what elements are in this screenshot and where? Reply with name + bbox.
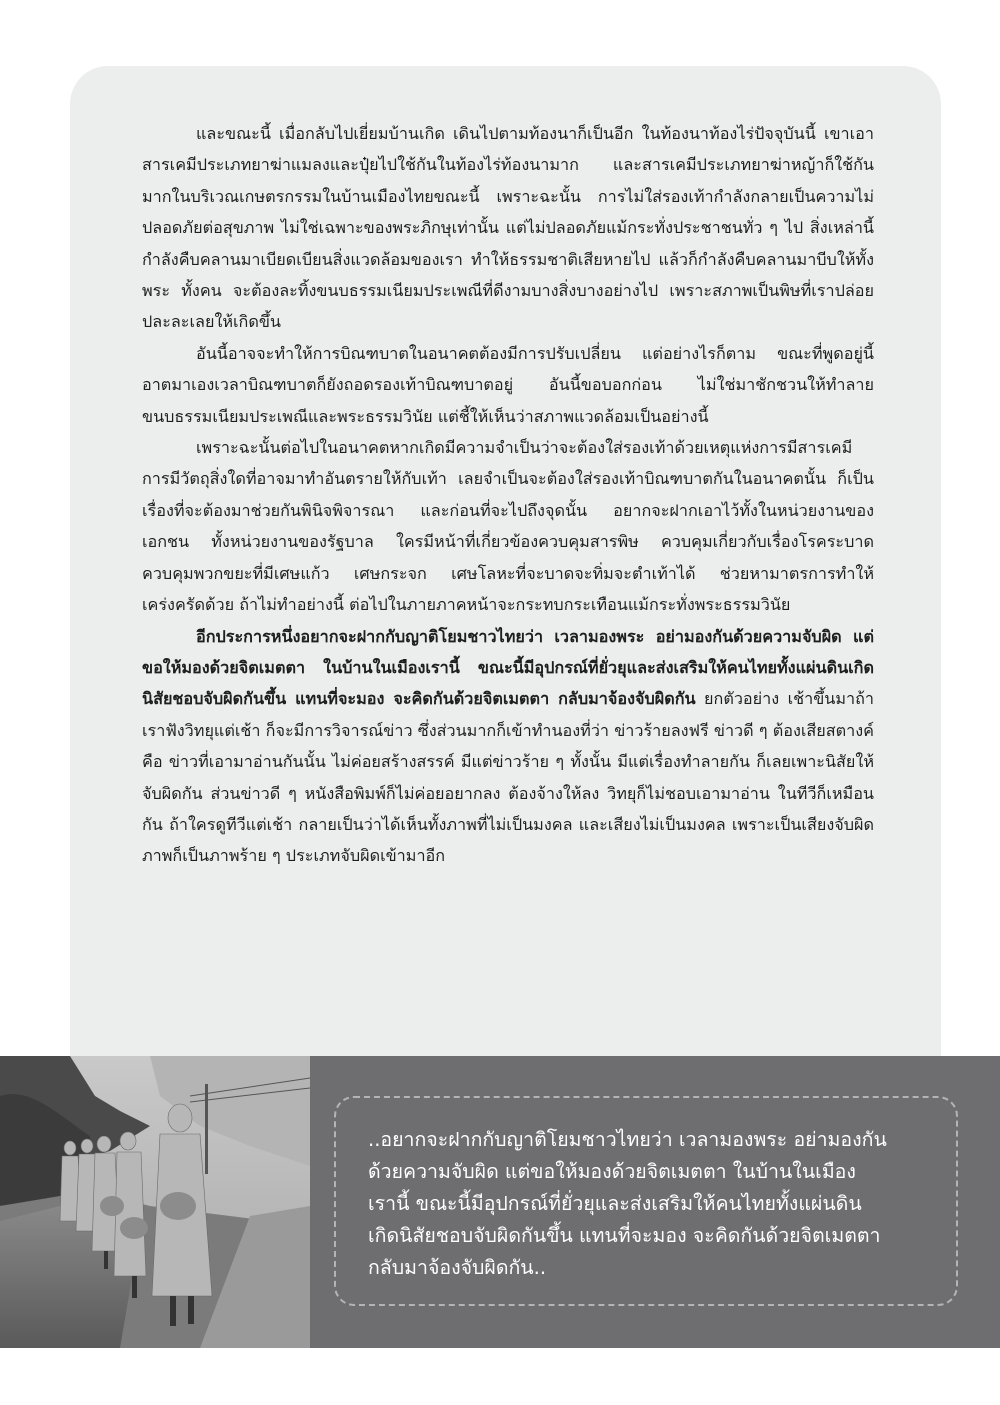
- monks-alms-photo-graphic: [0, 1056, 310, 1348]
- paragraph-4-bold: อีกประการหนึ่งอยากจะฝากกับญาติโยมชาวไทยว่า เวลามองพระ อย่ามองกันด้วยความจับผิด แต่ขอให้มองด้วยจิตเมตตา ในบ้านในเมืองเรานี้ ขณะนี้มีอุปกรณ์ที่ยั่วยุและส่งเสริมให้คนไทยทั้งแผ่นดินเกิดนิสัยชอบจับผิดกันขึ้น แทนที่จะมอง จะคิดกันด้วยจิตเมตตา กลับมาจ้องจับผิดกัน: [142, 626, 874, 709]
- pull-quote-text: [368, 1124, 934, 1284]
- pull-quote-line: กลับมาจ้องจับผิดกัน..: [368, 1256, 547, 1279]
- paragraph-3: เพราะฉะนั้นต่อไปในอนาคตหากเกิดมีความจำเป็นว่าจะต้องใส่รองเท้าด้วยเหตุแห่งการมีสารเคมี การมีวัตถุสิ่งใดที่อาจมาทำอันตรายให้กับเท้า เลยจำเป็นจะต้องใส่รองเท้าบิณฑบาตกันในอนาคตนั้น ก็เป็นเรื่องที่จะต้องมาช่วยกันพินิจพิจารณา และก่อนที่จะไปถึงจุดนั้น อยากจะฝากเอาไว้ทั้งในหน่วยงานของเอกชน ทั้งหน่วยงานของรัฐบาล ใครมีหน้าที่เกี่ยวข้องควบคุมสารพิษ ควบคุมเกี่ยวกับเรื่องโรคระบาด ควบคุมพวกขยะที่มีเศษแก้ว เศษกระจก เศษโลหะที่จะบาดจะทิ่มจะตำเท้าได้ ช่วยหามาตรการทำให้เคร่งครัดด้วย ถ้าไม่ทำอย่างนี้ ต่อไปในภายภาคหน้าจะกระทบกระเทือนแม้กระทั่งพระธรรมวินัย: [142, 438, 874, 615]
- paragraph-4: [142, 621, 874, 872]
- paragraph-2: อันนี้อาจจะทำให้การบิณฑบาตในอนาคตต้องมีการปรับเปลี่ยน แต่อย่างไรก็ตาม ขณะที่พูดอยู่นี้ อาตมาเองเวลาบิณฑบาตก็ยังถอดรองเท้าบิณฑบาตอยู่ อันนี้ขอบอกก่อน ไม่ใช่มาชักชวนให้ทำลายขนบธรรมเนียมประเพณีและพระธรรมวินัย แต่ชี้ให้เห็นว่าสภาพแวดล้อมเป็นอย่างนี้: [142, 343, 874, 426]
- pull-quote-line: ..อยากจะฝากกับญาติโยมชาวไทยว่า เวลามองพระ อย่ามองกัน: [368, 1128, 887, 1151]
- pull-quote-frame: [334, 1096, 958, 1306]
- pull-quote-line: เรานี้ ขณะนี้มีอุปกรณ์ที่ยั่วยุและส่งเสริมให้คนไทยทั้งแผ่นดิน: [368, 1192, 862, 1215]
- article-body: [142, 118, 874, 872]
- pull-quote-panel: [310, 1056, 1000, 1348]
- monks-alms-photo: [0, 1056, 310, 1348]
- paragraph-1: และขณะนี้ เมื่อกลับไปเยี่ยมบ้านเกิด เดินไปตามท้องนาก็เป็นอีก ในท้องนาท้องไร่ปัจจุบันนี้ เขาเอาสารเคมีประเภทยาฆ่าแมลงและปุ๋ยไปใช้กันในท้องไร่ท้องนามาก และสารเคมีประเภทยาฆ่าหญ้าก็ใช้กันมากในบริเวณเกษตรกรรมในบ้านเมืองไทยขณะนี้ เพราะฉะนั้น การไม่ใส่รองเท้ากำลังกลายเป็นความไม่ปลอดภัยต่อสุขภาพ ไม่ใช่เฉพาะของพระภิกษุเท่านั้น แต่ไม่ปลอดภัยแม้กระทั่งประชาชนทั่ว ๆ ไป สิ่งเหล่านี้กำลังคืบคลานมาเบียดเบียนสิ่งแวดล้อมของเรา ทำให้ธรรมชาติเสียหายไป แล้วก็กำลังคืบคลานมาบีบให้ทั้งพระ ทั้งคน จะต้องละทิ้งขนบธรรมเนียมประเพณีที่ดีงามบางสิ่งบางอย่างไป เพราะสภาพเป็นพิษที่เราปล่อยปละละเลยให้เกิดขึ้น: [142, 124, 874, 332]
- pull-quote-line: ด้วยความจับผิด แต่ขอให้มองด้วยจิตเมตตา ในบ้านในเมือง: [368, 1160, 856, 1183]
- pull-quote-line: เกิดนิสัยชอบจับผิดกันขึ้น แทนที่จะมอง จะคิดกันด้วยจิตเมตตา: [368, 1224, 881, 1247]
- paragraph-4-rest: ยกตัวอย่าง เช้าขึ้นมาถ้าเราฟังวิทยุแต่เช้า ก็จะมีการวิจารณ์ข่าว ซึ่งส่วนมากก็เข้าทำนองที่ว่า ข่าวร้ายลงฟรี ข่าวดี ๆ ต้องเสียสตางค์ คือ ข่าวที่เอามาอ่านกันนั้น ไม่ค่อยสร้างสรรค์ มีแต่ข่าวร้าย ๆ ทั้งนั้น มีแต่เรื่องทำลายกัน ก็เลยเพาะนิสัยให้จับผิดกัน ส่วนข่าวดี ๆ หนังสือพิมพ์ก็ไม่ค่อยอยากลง ต้องจ้างให้ลง วิทยุก็ไม่ชอบเอามาอ่าน ในทีวีก็เหมือนกัน ถ้าใครดูทีวีแต่เช้า กลายเป็นว่าได้เห็นทั้งภาพที่ไม่เป็นมงคล และเสียงไม่เป็นมงคล เพราะเป็นเสียงจับผิด ภาพก็เป็นภาพร้าย ๆ ประเภทจับผิดเข้ามาอีก: [142, 689, 874, 866]
